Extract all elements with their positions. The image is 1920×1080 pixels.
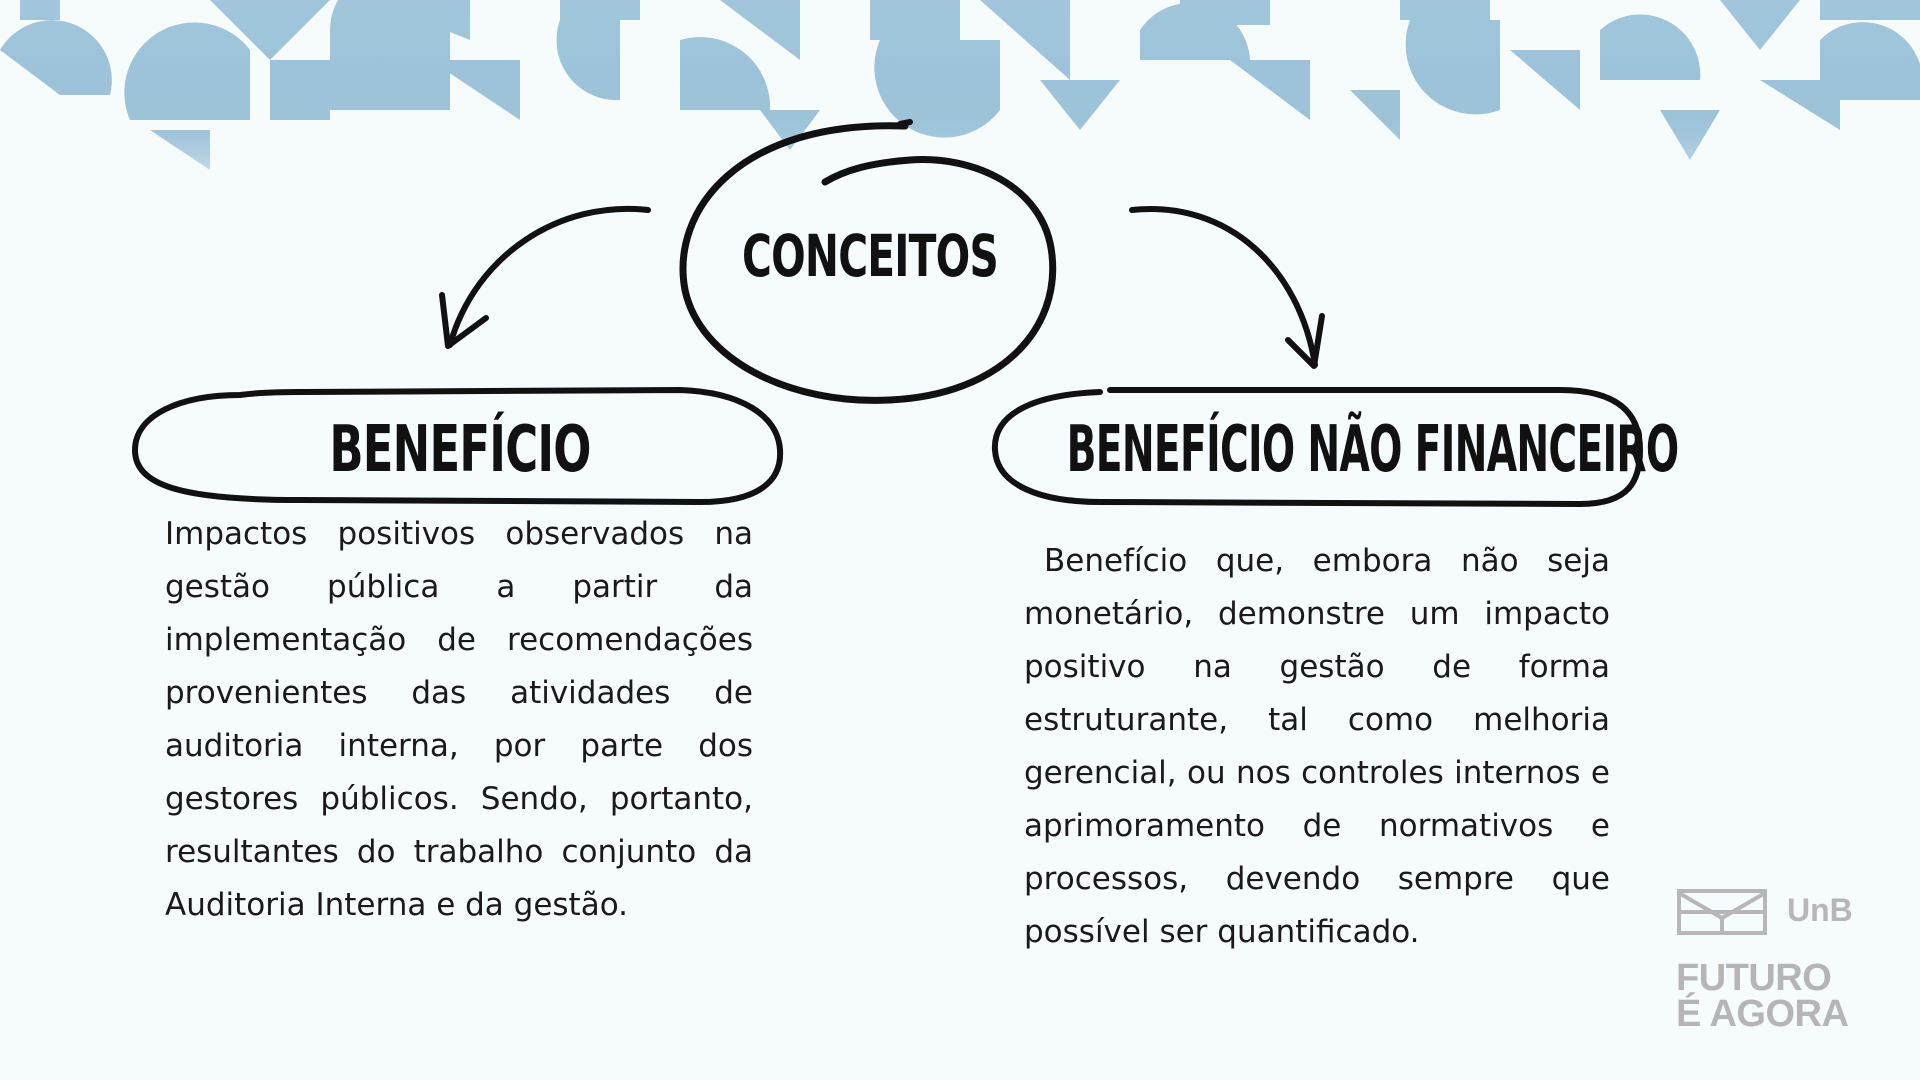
unb-futuro-e-agora-logo (1672, 882, 1862, 1035)
center-title: CONCEITOS (742, 222, 998, 290)
logo-e-agora-line: É AGORA (1676, 993, 1849, 1035)
logo-futuro-text (1676, 957, 1849, 1035)
left-card-description: Impactos positivos observados na gestão pública a partir da implementação de recomendações provenientes das atividades de auditoria interna, por parte dos gestores públicos. Sendo, portanto, resultantes do trabalho conjunto da Auditoria Interna e da gestão. (165, 516, 753, 923)
right-card-description: Benefício que, embora não seja monetário, demonstre um impacto positivo na gestão de forma estruturante, tal como melhoria gerencial, ou nos controles internos e aprimoramento de normativos e processos, devendo sempre que possível ser quantificado. (1024, 543, 1610, 950)
left-card-title: BENEFÍCIO (329, 413, 591, 487)
right-card-title: BENEFÍCIO NÃO FINANCEIRO (1066, 413, 1679, 487)
logo-futuro-line: FUTURO (1676, 957, 1832, 999)
unb-building-icon (1676, 888, 1768, 936)
logo-unb-text: UnB (1787, 892, 1853, 928)
